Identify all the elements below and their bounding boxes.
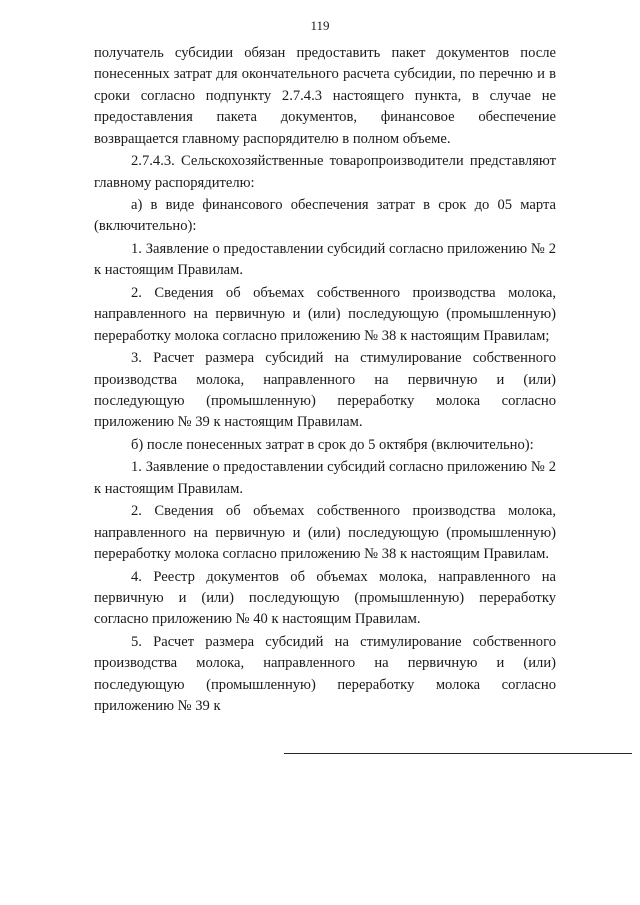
paragraph-5: 2. Сведения об объемах собственного производства молока, направленного на первичную и (или) последующую (промышленную) переработку молока согласно приложению № 38 к настоящим Правилам; [94,284,556,344]
body-text [94,43,556,719]
footer-rule [284,753,632,754]
paragraph-1: получатель субсидии обязан предоставить пакет документов после понесенных затрат для окончательного расчета субсидии, по перечню и в сроки согласно подпункту 2.7.4.3 настоящего пункта, в случае не предоставления пакета документов, финансовое обеспечение возвращается главному распорядителю в полном объеме. [94,45,556,147]
paragraph-3: а) в виде финансового обеспечения затрат в срок до 05 марта (включительно): [94,197,556,235]
paragraph-8: 1. Заявление о предоставлении субсидий согласно приложению № 2 к настоящим Правилам. [94,459,556,497]
paragraph-4: 1. Заявление о предоставлении субсидий согласно приложению № 2 к настоящим Правилам. [94,240,556,279]
paragraph-10: 4. Реестр документов об объемах молока, направленного на первичную и (или) последующую (промышленную) переработку согласно приложению № 40 к настоящим Правилам. [94,568,556,628]
paragraph-9: 2. Сведения об объемах собственного производства молока, направленного на первичную и (или) последующую (промышленную) переработку молока согласно приложению № 38 к настоящим Правилам. [94,503,556,563]
paragraph-7: б) после понесенных затрат в срок до 5 октября (включительно): [131,436,534,453]
paragraph-6: 3. Расчет размера субсидий на стимулирование собственного производства молока, направленного на первичную и (или) последующую (промышленную) переработку молока согласно приложению № 39 к настоящим Правилам. [94,350,556,431]
paragraph-2: 2.7.4.3. Сельскохозяйственные товаропроизводители представляют главному распорядителю: [94,153,556,191]
paragraph-11: 5. Расчет размера субсидий на стимулирование собственного производства молока, направленного на первичную и (или) последующую (промышленную) переработку молока согласно приложению № 39 к [94,633,556,715]
page-number: 119 [310,18,330,33]
